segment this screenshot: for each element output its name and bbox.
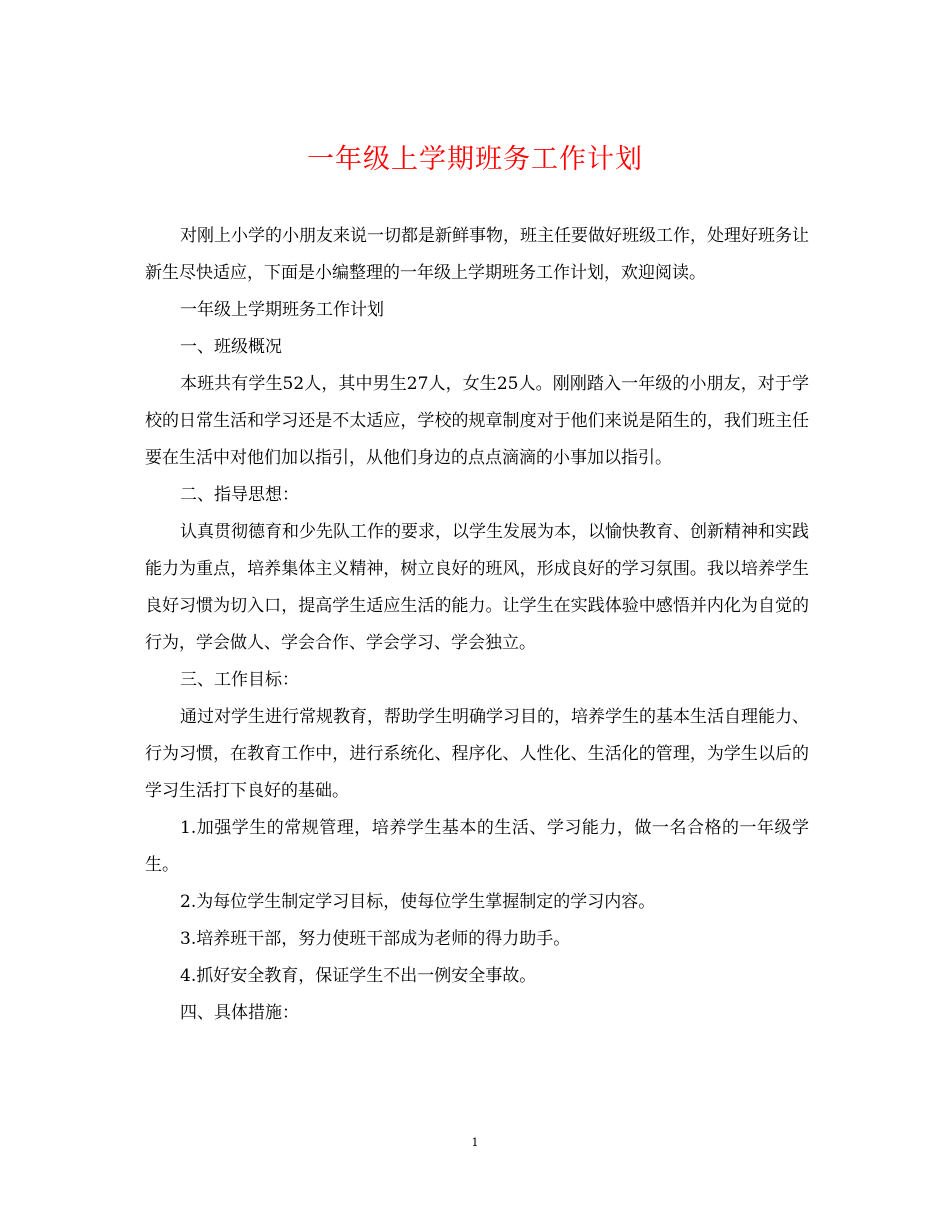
document-title: 一年级上学期班务工作计划	[307, 144, 643, 175]
section-heading-class-overview: 一、班级概况	[180, 337, 282, 357]
class-overview-paragraph: 本班共有学生52人，其中男生27人，女生25人。刚刚踏入一年级的小朋友，对于学校的日常生活和学习还是不太适应，学校的规章制度对于他们来说是陌生的，我们班主任要在生活中对他们加以指引，从他们身边的点点滴滴的小事加以指引。	[145, 374, 809, 468]
work-goals-paragraph: 通过对学生进行常规教育，帮助学生明确学习目的，培养学生的基本生活自理能力、行为习惯，在教育工作中，进行系统化、程序化、人性化、生活化的管理，为学生以后的学习生活打下良好的基础。	[145, 707, 809, 801]
section-heading-guiding-ideology: 二、指导思想：	[180, 485, 299, 505]
goal-item-2: 2.为每位学生制定学习目标，使每位学生掌握制定的学习内容。	[180, 892, 656, 912]
plan-heading: 一年级上学期班务工作计划	[180, 300, 384, 320]
section-heading-work-goals: 三、工作目标：	[180, 670, 299, 690]
section-heading-specific-measures: 四、具体措施：	[180, 1003, 299, 1023]
document-body	[145, 218, 809, 1032]
goal-item-4: 4.抓好安全教育，保证学生不出一例安全事故。	[180, 966, 537, 986]
guiding-ideology-paragraph: 认真贯彻德育和少先队工作的要求，以学生发展为本，以愉快教育、创新精神和实践能力为重点，培养集体主义精神，树立良好的班风，形成良好的学习氛围。我以培养学生良好习惯为切入口，提高学生适应生活的能力。让学生在实践体验中感悟并内化为自觉的行为，学会做人、学会合作、学会学习、学会独立。	[145, 522, 809, 653]
goal-item-1: 1.加强学生的常规管理，培养学生基本的生活、学习能力，做一名合格的一年级学生。	[145, 818, 809, 875]
intro-paragraph: 对刚上小学的小朋友来说一切都是新鲜事物，班主任要做好班级工作，处理好班务让新生尽快适应，下面是小编整理的一年级上学期班务工作计划，欢迎阅读。	[145, 226, 809, 283]
page-number: 1	[471, 1136, 479, 1149]
goal-item-3: 3.培养班干部，努力使班干部成为老师的得力助手。	[180, 929, 571, 949]
